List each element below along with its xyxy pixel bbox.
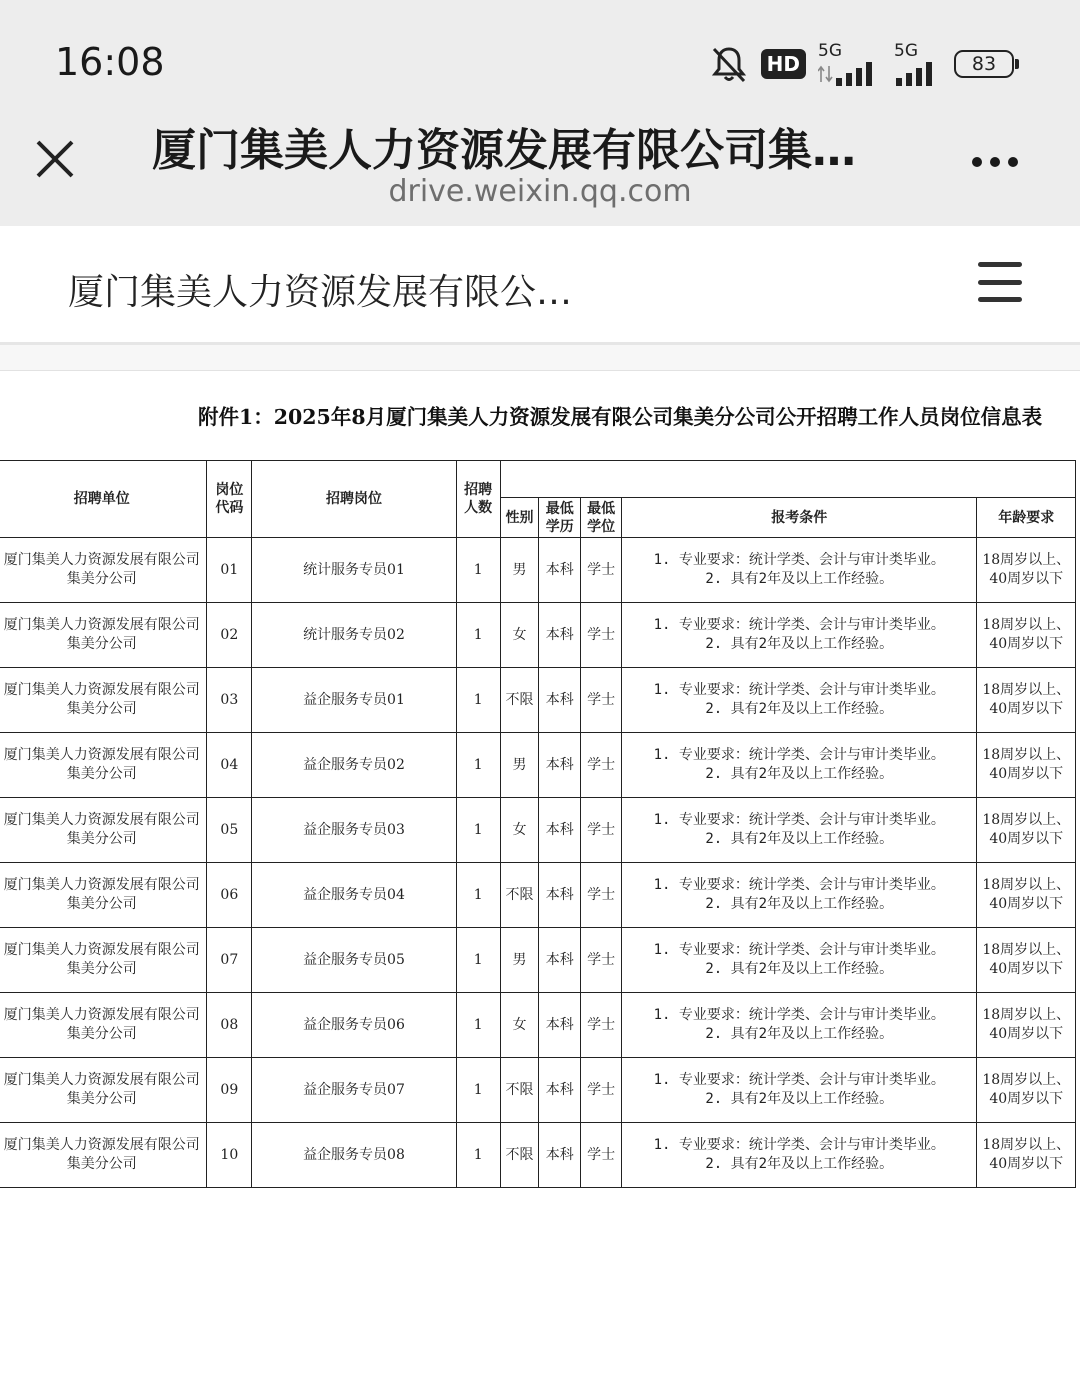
cond-line-2: 2. 具有2年及以上工作经验。 [705, 1156, 894, 1172]
cell-count[interactable]: 1 [456, 603, 500, 668]
cell-cond[interactable] [621, 1058, 976, 1123]
table-row [0, 993, 1076, 1058]
cell-degree[interactable]: 学士 [581, 538, 622, 603]
cond-line-2: 2. 具有2年及以上工作经验。 [705, 701, 894, 717]
cell-edu[interactable]: 本科 [539, 538, 581, 603]
cond-line-1: 1. 专业要求：统计学类、会计与审计类毕业。 [653, 682, 945, 698]
cell-unit[interactable]: 厦门集美人力资源发展有限公司集美分公司 [0, 798, 207, 863]
cell-edu[interactable]: 本科 [539, 603, 581, 668]
dot-icon [990, 157, 1000, 167]
cell-position[interactable]: 益企服务专员07 [252, 1058, 457, 1123]
cell-cond[interactable] [621, 733, 976, 798]
cond-line-1: 1. 专业要求：统计学类、会计与审计类毕业。 [653, 1007, 945, 1023]
cell-cond[interactable] [621, 928, 976, 993]
cell-count[interactable]: 1 [456, 993, 500, 1058]
cell-age[interactable]: 18周岁以上、40周岁以下 [977, 538, 1076, 603]
cell-count[interactable]: 1 [456, 538, 500, 603]
cell-count[interactable]: 1 [456, 928, 500, 993]
battery-icon [954, 50, 1014, 78]
cell-unit[interactable]: 厦门集美人力资源发展有限公司集美分公司 [0, 928, 207, 993]
cell-unit[interactable]: 厦门集美人力资源发展有限公司集美分公司 [0, 863, 207, 928]
cell-edu[interactable]: 本科 [539, 733, 581, 798]
cell-unit[interactable]: 厦门集美人力资源发展有限公司集美分公司 [0, 603, 207, 668]
divider [0, 345, 1080, 371]
header-degree: 最低学位 [581, 498, 622, 538]
cell-unit[interactable]: 厦门集美人力资源发展有限公司集美分公司 [0, 1123, 207, 1188]
cell-degree[interactable]: 学士 [581, 1058, 622, 1123]
cell-code[interactable]: 01 [207, 538, 252, 603]
header-cond: 报考条件 [621, 498, 976, 538]
cell-code[interactable]: 04 [207, 733, 252, 798]
cell-degree[interactable]: 学士 [581, 993, 622, 1058]
more-options-button[interactable] [972, 150, 1032, 174]
cell-gender[interactable]: 不限 [500, 863, 539, 928]
cell-age[interactable]: 18周岁以上、40周岁以下 [977, 668, 1076, 733]
cell-cond[interactable] [621, 538, 976, 603]
table-row [0, 798, 1076, 863]
cell-gender[interactable]: 不限 [500, 1058, 539, 1123]
cell-gender[interactable]: 男 [500, 928, 539, 993]
cell-position[interactable]: 益企服务专员03 [252, 798, 457, 863]
cell-gender[interactable]: 不限 [500, 1123, 539, 1188]
cond-line-2: 2. 具有2年及以上工作经验。 [705, 961, 894, 977]
status-icons [709, 42, 1014, 86]
cell-position[interactable]: 益企服务专员06 [252, 993, 457, 1058]
cond-line-1: 1. 专业要求：统计学类、会计与审计类毕业。 [653, 1072, 945, 1088]
signal-bars-icon [818, 62, 882, 86]
header-unit: 招聘单位 [0, 461, 207, 538]
cell-age[interactable]: 18周岁以上、40周岁以下 [977, 1123, 1076, 1188]
cell-degree[interactable]: 学士 [581, 798, 622, 863]
header-code: 岗位代码 [207, 461, 252, 538]
table-body [0, 538, 1076, 1188]
dot-icon [1008, 157, 1018, 167]
cell-unit[interactable]: 厦门集美人力资源发展有限公司集美分公司 [0, 733, 207, 798]
table-row [0, 603, 1076, 668]
cell-gender[interactable]: 男 [500, 733, 539, 798]
cell-gender[interactable]: 女 [500, 798, 539, 863]
battery-level: 83 [971, 53, 997, 75]
cell-cond[interactable] [621, 1123, 976, 1188]
cell-gender[interactable]: 不限 [500, 668, 539, 733]
page-url: drive.weixin.qq.com [388, 174, 692, 209]
signal-2-label: 5G [894, 40, 918, 61]
menu-line-icon [978, 297, 1022, 302]
cell-code[interactable]: 09 [207, 1058, 252, 1123]
signal-1-label: 5G [818, 40, 842, 61]
menu-line-icon [978, 262, 1022, 267]
cell-code[interactable]: 08 [207, 993, 252, 1058]
table-row [0, 1123, 1076, 1188]
table-row [0, 538, 1076, 603]
cell-cond[interactable] [621, 668, 976, 733]
cell-position[interactable]: 益企服务专员08 [252, 1123, 457, 1188]
cond-line-1: 1. 专业要求：统计学类、会计与审计类毕业。 [653, 617, 945, 633]
cell-edu[interactable]: 本科 [539, 863, 581, 928]
cond-line-2: 2. 具有2年及以上工作经验。 [705, 636, 894, 652]
hd-badge: HD [761, 49, 806, 79]
cell-code[interactable]: 07 [207, 928, 252, 993]
doc-header [0, 226, 1080, 345]
cell-unit[interactable]: 厦门集美人力资源发展有限公司集美分公司 [0, 668, 207, 733]
cell-code[interactable]: 02 [207, 603, 252, 668]
cell-count[interactable]: 1 [456, 1058, 500, 1123]
cond-line-2: 2. 具有2年及以上工作经验。 [705, 1026, 894, 1042]
header-group [500, 461, 1075, 498]
menu-button[interactable] [978, 262, 1022, 302]
table-row [0, 733, 1076, 798]
cond-line-2: 2. 具有2年及以上工作经验。 [705, 896, 894, 912]
cell-age[interactable]: 18周岁以上、40周岁以下 [977, 928, 1076, 993]
table-row [0, 1058, 1076, 1123]
cell-age[interactable]: 18周岁以上、40周岁以下 [977, 993, 1076, 1058]
cell-age[interactable]: 18周岁以上、40周岁以下 [977, 863, 1076, 928]
cell-position[interactable]: 统计服务专员02 [252, 603, 457, 668]
cell-edu[interactable]: 本科 [539, 798, 581, 863]
table-row [0, 928, 1076, 993]
cell-code[interactable]: 03 [207, 668, 252, 733]
header-count: 招聘人数 [456, 461, 500, 538]
cell-position[interactable]: 益企服务专员02 [252, 733, 457, 798]
cell-position[interactable]: 统计服务专员01 [252, 538, 457, 603]
cell-count[interactable]: 1 [456, 733, 500, 798]
cell-count[interactable]: 1 [456, 668, 500, 733]
cell-cond[interactable] [621, 863, 976, 928]
header-position: 招聘岗位 [252, 461, 457, 538]
dot-icon [972, 157, 982, 167]
header-edu: 最低学历 [539, 498, 581, 538]
cell-degree[interactable]: 学士 [581, 863, 622, 928]
cell-degree[interactable]: 学士 [581, 733, 622, 798]
cell-position[interactable]: 益企服务专员05 [252, 928, 457, 993]
cell-edu[interactable]: 本科 [539, 1058, 581, 1123]
cell-cond[interactable] [621, 993, 976, 1058]
cond-line-2: 2. 具有2年及以上工作经验。 [705, 571, 894, 587]
cell-gender[interactable]: 女 [500, 993, 539, 1058]
bell-off-icon [709, 44, 749, 84]
cond-line-1: 1. 专业要求：统计学类、会计与审计类毕业。 [653, 942, 945, 958]
cell-cond[interactable] [621, 603, 976, 668]
cell-edu[interactable]: 本科 [539, 928, 581, 993]
cell-cond[interactable] [621, 798, 976, 863]
cell-degree[interactable]: 学士 [581, 928, 622, 993]
sheet-title: 附件1：2025年8月厦门集美人力资源发展有限公司集美分公司公开招聘工作人员岗位信息表 [198, 405, 1043, 429]
header-age: 年龄要求 [977, 498, 1076, 538]
cell-gender[interactable]: 女 [500, 603, 539, 668]
cell-unit[interactable]: 厦门集美人力资源发展有限公司集美分公司 [0, 538, 207, 603]
cell-gender[interactable]: 男 [500, 538, 539, 603]
table-row [0, 668, 1076, 733]
status-time: 16:08 [55, 40, 165, 84]
cell-degree[interactable]: 学士 [581, 603, 622, 668]
cell-code[interactable]: 05 [207, 798, 252, 863]
cond-line-2: 2. 具有2年及以上工作经验。 [705, 1091, 894, 1107]
browser-chrome [0, 0, 1080, 226]
signal-2 [894, 40, 942, 86]
menu-line-icon [978, 280, 1022, 285]
cell-degree[interactable]: 学士 [581, 1123, 622, 1188]
signal-bars-icon [894, 62, 942, 86]
cell-edu[interactable]: 本科 [539, 1123, 581, 1188]
cell-degree[interactable]: 学士 [581, 668, 622, 733]
cond-line-1: 1. 专业要求：统计学类、会计与审计类毕业。 [653, 812, 945, 828]
signal-1 [818, 40, 882, 86]
cond-line-1: 1. 专业要求：统计学类、会计与审计类毕业。 [653, 552, 945, 568]
header-gender: 性别 [500, 498, 539, 538]
cell-position[interactable]: 益企服务专员04 [252, 863, 457, 928]
cell-position[interactable]: 益企服务专员01 [252, 668, 457, 733]
cell-code[interactable]: 10 [207, 1123, 252, 1188]
cell-unit[interactable]: 厦门集美人力资源发展有限公司集美分公司 [0, 1058, 207, 1123]
cell-unit[interactable]: 厦门集美人力资源发展有限公司集美分公司 [0, 993, 207, 1058]
cond-line-1: 1. 专业要求：统计学类、会计与审计类毕业。 [653, 747, 945, 763]
cell-age[interactable]: 18周岁以上、40周岁以下 [977, 798, 1076, 863]
cond-line-1: 1. 专业要求：统计学类、会计与审计类毕业。 [653, 1137, 945, 1153]
cell-age[interactable]: 18周岁以上、40周岁以下 [977, 603, 1076, 668]
job-table [0, 460, 1076, 1188]
cell-code[interactable]: 06 [207, 863, 252, 928]
cell-edu[interactable]: 本科 [539, 993, 581, 1058]
page-title: 厦门集美人力资源发展有限公司集… [152, 125, 856, 176]
cell-count[interactable]: 1 [456, 863, 500, 928]
cell-age[interactable]: 18周岁以上、40周岁以下 [977, 733, 1076, 798]
cell-age[interactable]: 18周岁以上、40周岁以下 [977, 1058, 1076, 1123]
doc-name: 厦门集美人力资源发展有限公… [68, 272, 573, 313]
cell-count[interactable]: 1 [456, 1123, 500, 1188]
cell-edu[interactable]: 本科 [539, 668, 581, 733]
cell-count[interactable]: 1 [456, 798, 500, 863]
table-row [0, 863, 1076, 928]
cond-line-1: 1. 专业要求：统计学类、会计与审计类毕业。 [653, 877, 945, 893]
cond-line-2: 2. 具有2年及以上工作经验。 [705, 831, 894, 847]
cond-line-2: 2. 具有2年及以上工作经验。 [705, 766, 894, 782]
